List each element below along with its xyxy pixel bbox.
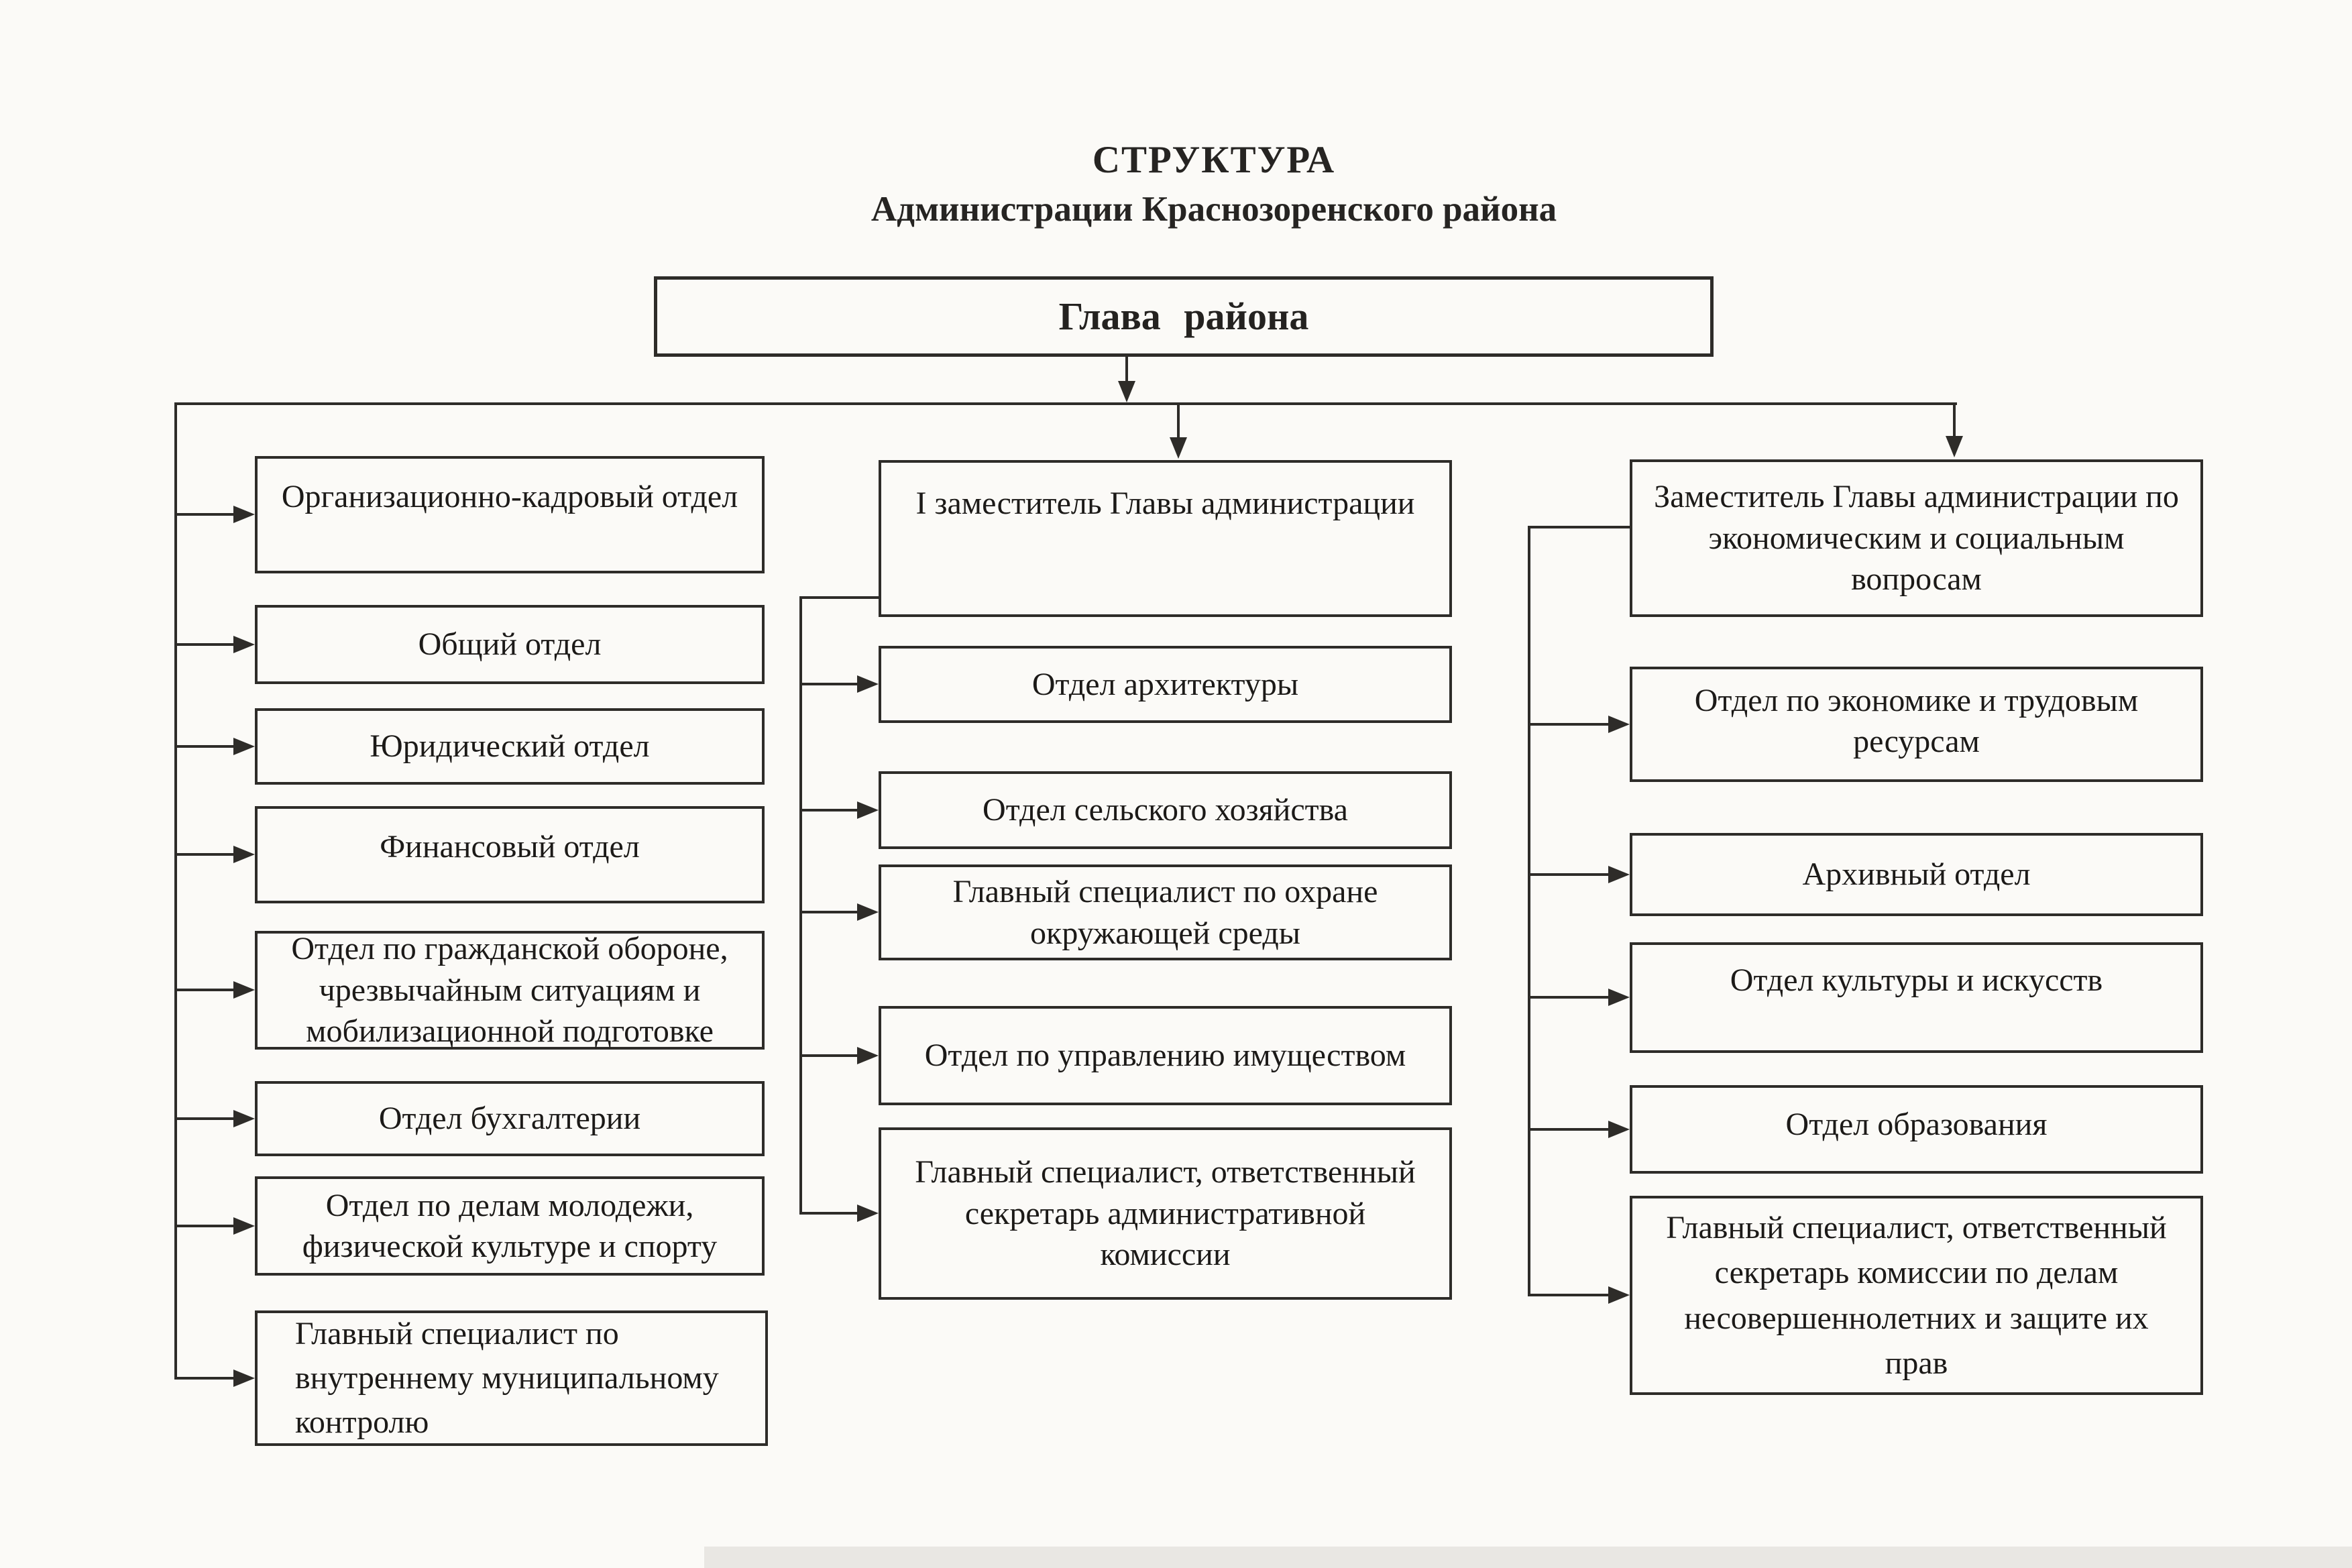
node-kultura-iskusstvo-otdel: Отдел культуры и искусств (1630, 942, 2203, 1053)
arrowhead-middle-5 (857, 1205, 879, 1222)
arrowhead-right-4 (1608, 1121, 1630, 1138)
node-go-chs-otdel: Отдел по гражданской обороне, чрезвычайным ситуациям и мобилизационной подготовке (255, 931, 765, 1050)
node-yuridicheskiy-otdel: Юридический отдел (255, 708, 765, 785)
connector-middle-2 (801, 809, 860, 811)
connector-middle-spine (799, 596, 802, 1215)
node-obrazovanie-otdel: Отдел образования (1630, 1085, 2203, 1174)
node-finansovy-otdel: Финансовый отдел (255, 806, 765, 903)
connector-left-3 (176, 745, 236, 748)
connector-right-5 (1529, 1294, 1611, 1296)
arrowhead-left-8 (233, 1369, 255, 1387)
connector-middle-4 (801, 1054, 860, 1057)
arrowhead-down-middle (1170, 437, 1187, 459)
connector-main-horizontal (174, 402, 1957, 405)
arrowhead-left-2 (233, 636, 255, 653)
arrowhead-middle-3 (857, 903, 879, 921)
arrowhead-left-6 (233, 1110, 255, 1127)
connector-left-1 (176, 513, 236, 516)
node-okhrana-sredy-spetsialist: Главный специалист по охране окружающей среды (879, 864, 1452, 960)
connector-left-6 (176, 1117, 236, 1120)
node-arkhivny-otdel: Архивный отдел (1630, 833, 2203, 916)
connector-middle-1 (801, 683, 860, 685)
node-upravlenie-imushchestvom-otdel: Отдел по управлению имуществом (879, 1006, 1452, 1105)
arrowhead-middle-2 (857, 801, 879, 819)
connector-left-5 (176, 989, 236, 991)
connector-right-2 (1529, 873, 1611, 876)
connector-right-4 (1529, 1128, 1611, 1131)
node-arkhitektura-otdel: Отдел архитектуры (879, 646, 1452, 723)
connector-right-1 (1529, 723, 1611, 726)
connector-right-stub (1528, 526, 1630, 528)
connector-left-2 (176, 643, 236, 646)
connector-right-drop (1953, 404, 1956, 438)
arrowhead-middle-4 (857, 1047, 879, 1064)
arrowhead-right-1 (1608, 716, 1630, 733)
arrowhead-left-3 (233, 738, 255, 755)
node-head-of-district: Глава района (654, 276, 1714, 357)
arrowhead-down-right (1946, 436, 1963, 457)
chart-subtitle: Администрации Краснозоренского района (871, 190, 1557, 229)
scan-artifact (704, 1547, 2352, 1568)
connector-left-8 (176, 1377, 236, 1380)
connector-right-3 (1529, 996, 1611, 999)
node-org-kadrovy-otdel: Организационно-кадровый отдел (255, 456, 765, 573)
connector-middle-5 (801, 1212, 860, 1215)
connector-middle-stub (799, 596, 879, 599)
node-first-deputy-head: I заместитель Главы администрации (879, 460, 1452, 617)
node-ekonomika-trudovye-resursy-otdel: Отдел по экономике и трудовым ресурсам (1630, 667, 2203, 782)
node-bukhgalteriya-otdel: Отдел бухгалтерии (255, 1081, 765, 1156)
arrowhead-right-3 (1608, 989, 1630, 1006)
node-munitsipalny-kontrol: Главный специалист по внутреннему муниципальному контролю (255, 1310, 768, 1446)
connector-middle-drop (1177, 404, 1180, 440)
arrowhead-left-7 (233, 1217, 255, 1235)
node-molodezh-sport-otdel: Отдел по делам молодежи, физической культуре и спорту (255, 1176, 765, 1276)
node-administrativnaya-komissiya-sekretar: Главный специалист, ответственный секретарь административной комиссии (879, 1127, 1452, 1300)
arrowhead-left-5 (233, 981, 255, 999)
node-komissiya-nesovershennoletnikh-sekretar: Главный специалист, ответственный секретарь комиссии по делам несовершеннолетних и защите их прав (1630, 1196, 2203, 1395)
arrowhead-middle-1 (857, 675, 879, 693)
arrowhead-left-4 (233, 846, 255, 863)
node-selskoe-khozyaystvo-otdel: Отдел сельского хозяйства (879, 771, 1452, 849)
connector-root-drop (1125, 355, 1128, 384)
connector-left-spine (174, 402, 177, 1380)
arrowhead-down-root (1118, 381, 1135, 402)
arrowhead-right-5 (1608, 1286, 1630, 1304)
connector-left-7 (176, 1225, 236, 1227)
node-deputy-head-economic-social: Заместитель Главы администрации по экономическим и социальным вопросам (1630, 459, 2203, 617)
arrowhead-right-2 (1608, 866, 1630, 883)
connector-right-spine (1528, 526, 1530, 1296)
connector-middle-3 (801, 911, 860, 913)
chart-title: СТРУКТУРА (1092, 139, 1336, 181)
node-obshchiy-otdel: Общий отдел (255, 605, 765, 684)
arrowhead-left-1 (233, 506, 255, 523)
connector-left-4 (176, 853, 236, 856)
